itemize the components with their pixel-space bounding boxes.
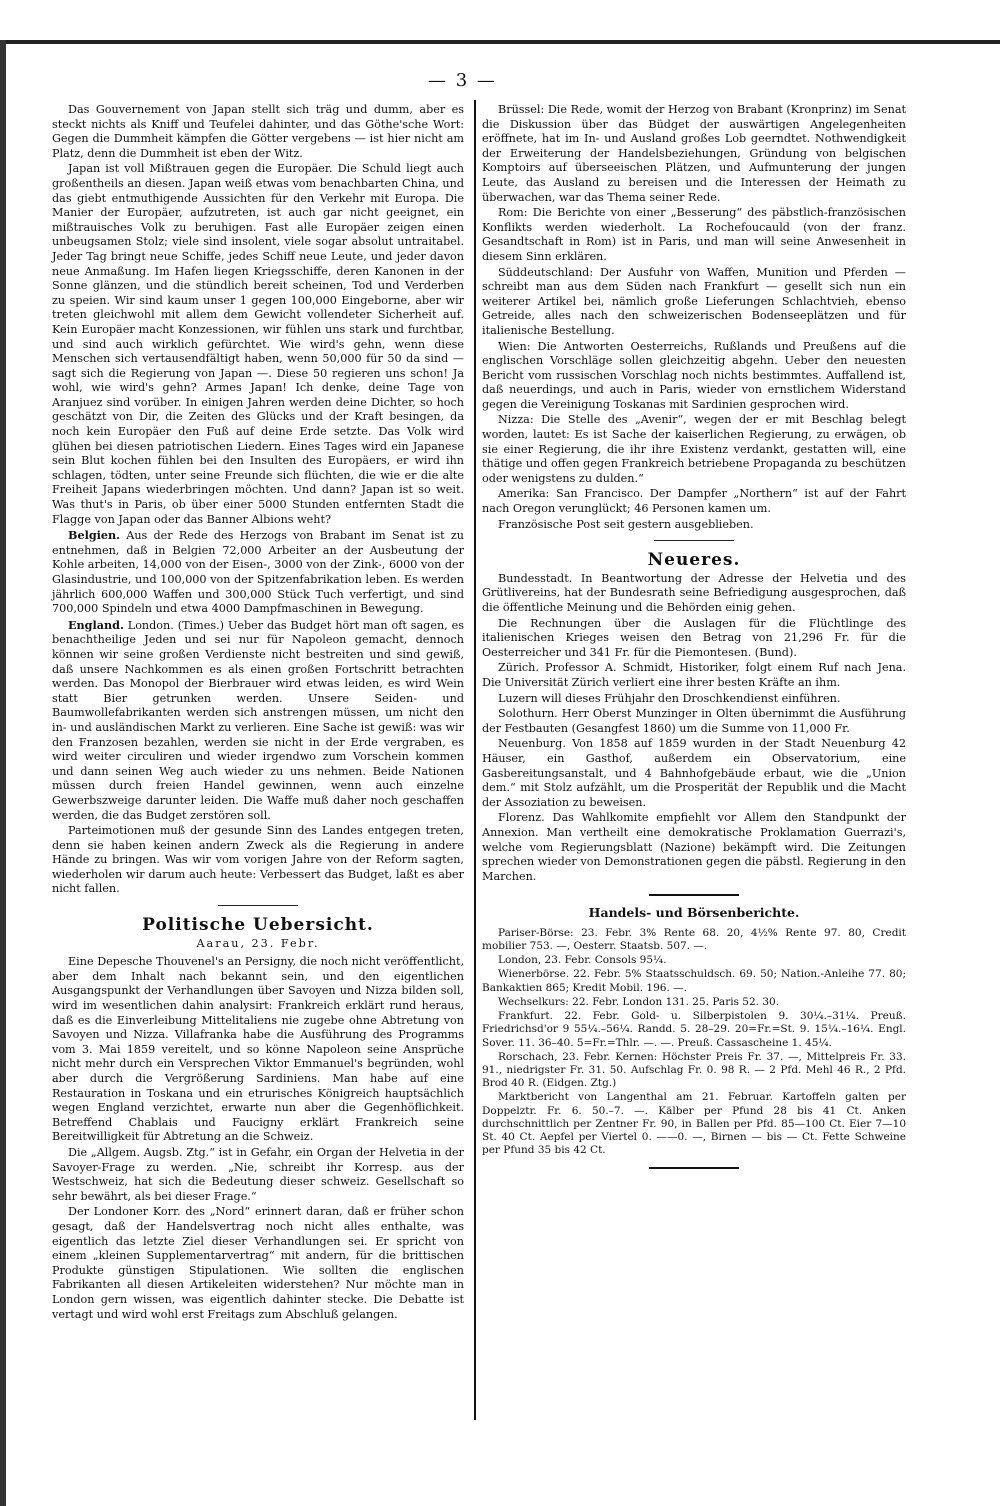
- news-amerika: Amerika: San Francisco. Der Dampfer „Northern“ ist auf der Fahrt nach Oregon verunglückt; 46 Personen kamen um.: [482, 487, 906, 516]
- neueres-florenz: Florenz. Das Wahlkomite empfiehlt vor Allem den Standpunkt der Annexion. Man vertheilt eine demokratische Proklamation Guerrazi's, welche vom Regierungsblatt (Nazione) bekämpft wird. Die Zeitungen sprechen wieder von Demonstrationen gegen die päbstl. Regierung in den Marchen.: [482, 811, 906, 883]
- politische-paragraph-3: Der Londoner Korr. des „Nord“ erinnert daran, daß er früher schon gesagt, daß der Handelsvertrag noch nicht alles enthalte, was eigentlich das letzte Ziel dieser Verhandlungen sei. Er spricht von einem „kleinen Supplementarvertrag“ mit andern, für die brittischen Produkte günstigen Stipulationen. Wie sollten die englischen Fabrikanten all diesen Artikeleiten widerstehen? Nur möchte man in London gern wissen, was eigentlich dahinter stecke. Die Debatte ist vertagt und wird wohl erst Freitags zum Abschluß gelangen.: [52, 1205, 464, 1321]
- politische-paragraph-2: Die „Allgem. Augsb. Ztg.“ ist in Gefahr, ein Organ der Helvetia in der Savoyer-Frage zu werden. „Nie, schreibt ihr Korresp. aus der Westschweiz, hat sich die Bedeutung dieser schweiz. Gesellschaft so sehr bewährt, als bei dieser Frage.“: [52, 1145, 464, 1203]
- article-japan-2: Japan ist voll Mißtrauen gegen die Europäer. Die Schuld liegt auch großentheils an diesen. Japan weiß etwas vom benachbarten China, und das giebt entmuthigende Aussichten für den Verkehr mit Europa. Die Manier der Europäer, aufzutreten, ist auch gar nicht geeignet, ein mißtrauisches Volk zu beruhigen. Fast alle Europäer zeigen einen unbeugsamen Stolz; viele sind insolent, viele sogar absolut untraitabel. Jeder Tag bringt neue Schiffe, jedes Schiff neue Leute, und jeder davon neue Anmaßung. Im Hafen liegen Kriegsschiffe, deren Kanonen in der Sonne glänzen, und die stündlich bereit scheinen, Tod und Verderben zu speien. Wir sind kaum unser 1 gegen 100,000 Eingeborne, aber wir treten gleichwohl mit allem dem Gewicht vollendeter Sicherheit auf. Kein Europäer macht Konzessionen, wir fühlen uns stark und furchtbar, und sind auch wirklich gefürchtet. Wie wird's gehn, wenn diese Menschen sich vertausendfältigt haben, wenn 50,000 für 50 da sind — sagt sich die Regierung von Japan —. Diese 50 regieren uns schon! Ja wohl, wie wird's gehn? Armes Japan! Ich denke, deine Tage von Aranjuez sind vorüber. In einigen Jahren werden deine Dichter, so hoch geschätzt von Dir, die Zeiten des Glücks und der Kraft besingen, da noch kein Europäer den Fuß auf deine Erde setzte. Das Volk wird glühen bei diesen patriotischen Liedern. Eines Tages wird ein Japanese sein Blut kochen fühlen bei den Insulten des Europäers, er wird ihn schlagen, tödten, unter seine Freunde sich flüchten, die wie er die alte Freiheit Japans wiederbringen möchten. Und dann? Japan ist so weit. Was thut's in Paris, ob über einer 5000 Stunden entfernten Stadt die Flagge von Japan oder das Banner Albions weht?: [52, 162, 464, 526]
- handel-heading: Handels- und Börsenberichte.: [588, 905, 800, 921]
- market-langenthal: Marktbericht von Langenthal am 21. Februar. Kartoffeln galten per Doppelztr. Fr. 6. 50.–7. —. Kälber per Pfund 28 bis 41 Ct. Anken durchschnittlich per Zentner Fr. 90, in Ballen per Pfd. 85—100 Ct. Eier 7—10 St. 40 Ct. Aepfel per Viertel 0. ——0. —, Birnen — bis — Ct. Fette Schweine per Pfund 35 bis 42 Ct.: [482, 1091, 906, 1157]
- section-rule: [218, 905, 298, 906]
- end-rule: [649, 1167, 739, 1169]
- section-rule-thick: [649, 894, 739, 896]
- market-rorschach: Rorschach, 23. Febr. Kernen: Höchster Preis Fr. 37. —, Mittelpreis Fr. 33. 91., niedrigster Fr. 31. 50. Aufschlag Fr. 0. 98 R. — 2 Pfd. Mehl 46 R., 2 Pfd. Brod 40 R. (Eidgen. Ztg.): [482, 1050, 906, 1090]
- england-label: England.: [68, 617, 124, 632]
- belgien-text: Aus der Rede des Herzogs von Brabant im Senat ist zu entnehmen, daß in Belgien 72,000 Arbeiter an der Ausbeutung der Kohle arbeiten, 14,000 von der Eisen-, 3000 von der Zink-, 6000 von der Glasindustrie, und 100,000 von der Spitzenfabrikation leben. Es werden jährlich 600,000 Waffen und 300,000 Stück Tuch verfertigt, und sind 700,000 Spindeln und etwa 4000 Dampfmaschinen in Bewegung.: [52, 529, 464, 616]
- politische-paragraph-1: Eine Depesche Thouvenel's an Persigny, die noch nicht veröffentlicht, aber dem Inhalt nach bekannt sein, und den eigentlichen Ausgangspunkt der Verhandlungen über Savoyen und Nizza bilden soll, wird im wesentlichen dahin analysirt: Frankreich erklärt rund heraus, daß es die Einverleibung Mittelitaliens nie zugebe ohne Abtretung von Savoyen und Nizza. Villafranka habe die Ausführung des Programms vom 3. Mai 1859 vereitelt, und so könne Napoleon seine Ansprüche nicht mehr durch ein Versprechen Viktor Emmanuel's begründen, wohl aber durch die Vergrößerung Sardiniens. Man habe auf eine Restauration in Toskana und ein etrurisches Königreich hauptsächlich wegen England verzichtet, erwarte nun aber die Gegenhöflichkeit. Betreffend Chablais und Faucigny erklärt Frankreich seine Bereitwilligkeit für Abtretung an die Schweiz.: [52, 955, 464, 1144]
- top-scan-border: [0, 0, 1000, 44]
- left-scan-border: [0, 40, 6, 1506]
- politische-dateline: Aarau, 23. Febr.: [196, 936, 320, 950]
- article-england: [52, 618, 464, 823]
- market-frankfurt: Frankfurt. 22. Febr. Gold- u. Silberpistolen 9. 30¼.–31¼. Preuß. Friedrichsd'or 9 55¼.–56¼. Randd. 5. 28–29. 20=Fr.=St. 9. 15¼.–16¼. Engl. Sover. 11. 36–40. 5=Fr.=Thlr. —. —. Preuß. Cassascheine 1. 45¼.: [482, 1010, 906, 1049]
- neueres-bundesstadt: Bundesstadt. In Beantwortung der Adresse der Helvetia und des Grütlivereins, hat der Bundesrath seine Befriedigung ausgesprochen, daß die öffentliche Meinung und die Behörden einig gehen.: [482, 571, 906, 614]
- page-number: — 3 —: [428, 70, 497, 91]
- neueres-heading: Neueres.: [647, 550, 741, 571]
- market-paris: Pariser-Börse: 23. Febr. 3% Rente 68. 20, 4½% Rente 97. 80, Credit mobilier 753. —, Oesterr. Staatsb. 507. —.: [482, 926, 906, 953]
- news-rom: Rom: Die Berichte von einer „Besserung“ des päbstlich-französischen Konflikts werden wiederholt. La Rochefoucauld (von der franz. Gesandtschaft in Rom) ist in Paris, und man will seine Anwesenheit in diesem Sinn erklären.: [482, 206, 906, 263]
- article-belgien: [52, 528, 464, 617]
- market-wien: Wienerbörse. 22. Febr. 5% Staatsschuldsch. 69. 50; Nation.-Anleihe 77. 80; Bankaktien 865; Kredit Mobil. 196. —.: [482, 968, 906, 994]
- neueres-neuenburg: Neuenburg. Von 1858 auf 1859 wurden in der Stadt Neuenburg 42 Häuser, ein Gasthof, außerdem ein Observatorium, eine Gasbereitungsanstalt, und 4 Bahnhofgebäude erbaut, wie die „Union dem.“ mit Stolz aufzählt, um die Prosperität der Republik und die Macht der Assoziation zu beweisen.: [482, 737, 906, 809]
- news-bruessel: Brüssel: Die Rede, womit der Herzog von Brabant (Kronprinz) im Senat die Diskussion über das Büdget der auswärtigen Angelegenheiten eröffnete, hat im In- und Ausland großes Lob geerndtet. Nothwendigkeit der Erweiterung der Handelsbeziehungen, Gründung von belgischen Komptoirs auf überseeischen Plätzen, und Aufmunterung der jungen Leute, das Ausland zu bereisen und die Interessen der Heimath zu überwachen, war das Thema seiner Rede.: [482, 103, 906, 204]
- section-rule: [654, 540, 734, 541]
- news-wien: Wien: Die Antworten Oesterreichs, Rußlands und Preußens auf die englischen Vorschläge sollen gleichzeitig abgehn. Ueber den neuesten Bericht vom russischen Vorschlag noch nichts bestimmtes. Auffallend ist, daß neuerdings, und auch in Paris, wieder von ernstlichem Widerstand gegen die Vereinigung Toskanas mit Sardinien gesprochen wird.: [482, 339, 906, 411]
- market-london: London, 23. Febr. Consols 95¼.: [498, 954, 667, 967]
- neueres-solothurn: Solothurn. Herr Oberst Munzinger in Olten übernimmt die Ausführung der Festbauten (Gesangfest 1860) um die Summe von 11,000 Fr.: [482, 707, 906, 735]
- news-nizza: Nizza: Die Stelle des „Avenir“, wegen der er mit Beschlag belegt worden, lautet: Es ist Sache der kaiserlichen Regierung, zu erwägen, ob sie einer Regierung, die ihr ihre Existenz verdankt, gestatten will, eine thätige und offen gegen Frankreich betriebene Propaganda zu beschützen oder wenigstens zu dulden.“: [482, 413, 906, 485]
- neueres-rechnungen: Die Rechnungen über die Auslagen für die Flüchtlinge des italienischen Krieges weisen den Betrag von 21,296 Fr. für die Oesterreicher und 341 Fr. für die Piemontesen. (Bund).: [482, 616, 906, 659]
- article-japan-1: Das Gouvernement von Japan stellt sich träg und dumm, aber es steckt nichts als Kniff und Teufelei dahinter, und das Göthe'sche Wort: Gegen die Dummheit kämpfen die Götter vergebens — ist hier nicht am Platz, denn die Dummheit ist eben der Witz.: [52, 103, 464, 160]
- column-divider: [474, 100, 476, 1420]
- left-column: [52, 103, 464, 1323]
- belgien-label: Belgien.: [68, 528, 121, 543]
- neueres-luzern: Luzern will dieses Frühjahr den Droschkendienst einführen.: [498, 691, 841, 705]
- article-england-2: Parteimotionen muß der gesunde Sinn des Landes entgegen treten, denn sie haben keinen andern Zweck als die Regierung in andere Hände zu bringen. Was wir vom vorigen Jahre von der Reform sagten, wiederholen wir darum auch heute: Verbessert das Budget, laßt es aber nicht fallen.: [52, 824, 464, 896]
- politische-heading: Politische Uebersicht.: [142, 915, 374, 936]
- news-franzoesische-post: Französische Post seit gestern ausgeblieben.: [498, 517, 754, 531]
- right-column: [482, 103, 906, 1179]
- neueres-zuerich: Zürich. Professor A. Schmidt, Historiker, folgt einem Ruf nach Jena. Die Universität Zürich verliert eine ihrer besten Kräfte an ihm.: [482, 661, 906, 689]
- market-reports: [482, 927, 906, 1157]
- england-text: London. (Times.) Ueber das Budget hört man oft sagen, es benachtheilige Jeden und sei nur für Napoleon gemacht, dennoch können wir seine großen Verdienste nicht bestreiten und sind gewiß, daß unsere Nachkommen es als einen großen Fortschritt betrachten werden. Das Monopol der Bierbrauer wird etwas leiden, es wird Wein statt Bier getrunken werden. Unsere Seiden- und Baumwollefabrikanten werden sich anstrengen müssen, um nicht den in- und ausländischen Markt zu verlieren. Eine Sache ist gewiß: was wir den Franzosen bezahlen, werden sie nicht in der Erde vergraben, es wird weiter circuliren und wieder irgendwo zum Vorschein kommen und dann seinen Weg auch wieder zu uns nehmen. Beide Nationen müssen durch freien Handel gewinnen, wenn auch einzelne Gewerbszweige darunter leiden. Die Waffe muß daher noch geschaffen werden, die das Budget zerstören soll.: [52, 618, 464, 822]
- market-wechselkurs: Wechselkurs: 22. Febr. London 131. 25. Paris 52. 30.: [498, 995, 780, 1008]
- news-sueddeutschland: Süddeutschland: Der Ausfuhr von Waffen, Munition und Pferden — schreibt man aus dem Süden nach Frankfurt — gesellt sich nun ein weiterer Artikel bei, nämlich große Lieferungen Schlachtvieh, ebenso Getreide, alles nach den schweizerischen Bodenseeplätzen und für italienische Bestellung.: [482, 265, 906, 337]
